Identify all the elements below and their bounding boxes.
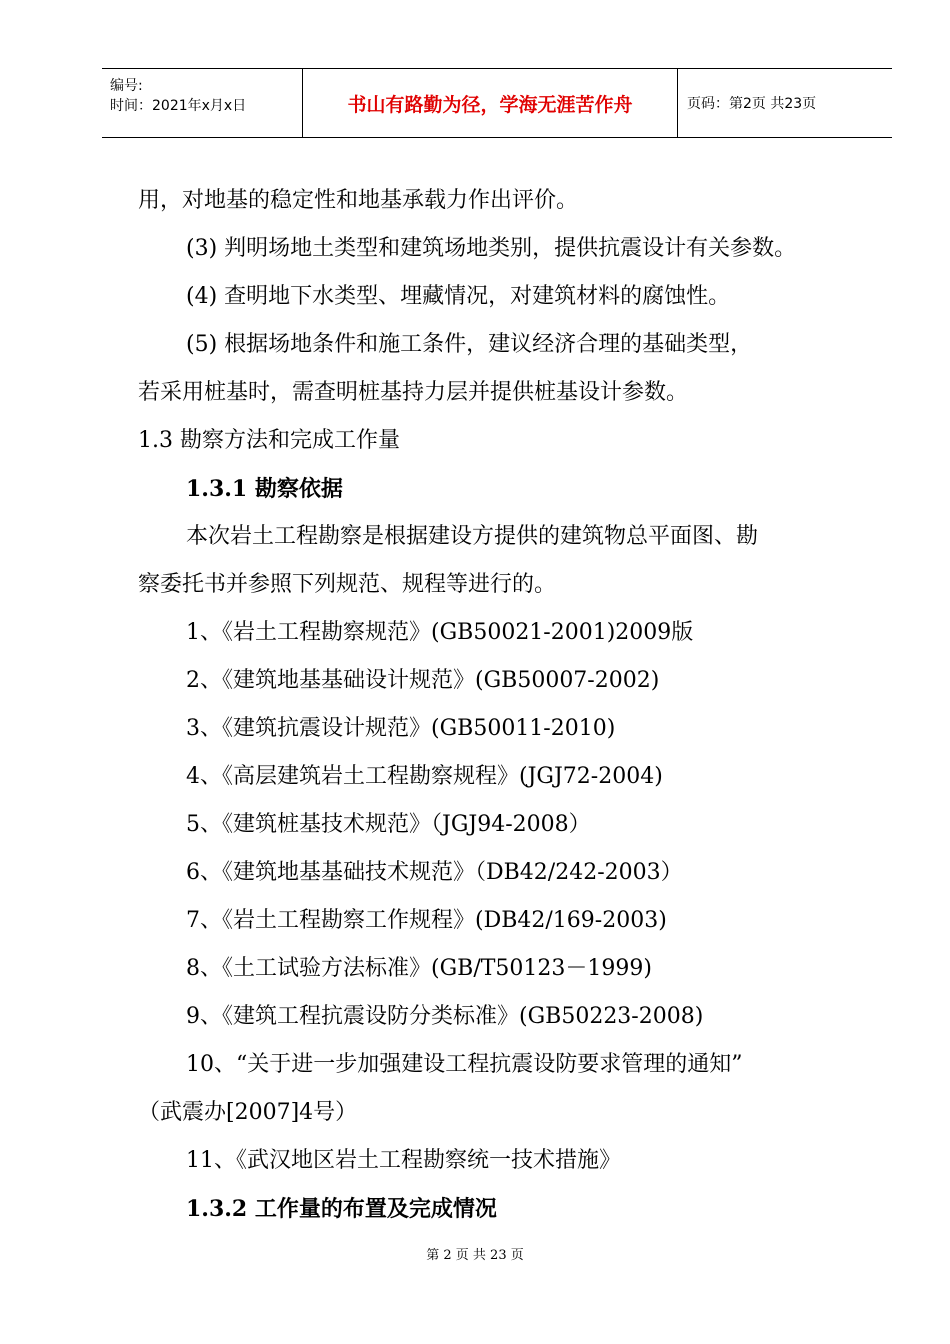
body-line: 本次岩土工程勘察是根据建设方提供的建筑物总平面图、勘	[186, 524, 759, 549]
body-line: 察委托书并参照下列规范、规程等进行的。	[138, 572, 557, 597]
subsection-heading: 1.3.1 勘察依据	[186, 476, 343, 502]
list-item: 4、《高层建筑岩土工程勘察规程》(JGJ72-2004)	[186, 764, 663, 789]
header-meta-cell	[102, 69, 303, 137]
body-line: 用，对地基的稳定性和地基承载力作出评价。	[138, 188, 579, 213]
header-motto: 书山有路勤为径，学海无涯苦作舟	[303, 69, 678, 137]
list-item: 6、《建筑地基基础技术规范》（DB42/242-2003）	[186, 860, 683, 885]
page-header	[102, 68, 892, 138]
list-item: 11、《武汉地区岩土工程勘察统一技术措施》	[186, 1148, 621, 1173]
page-footer: 第 2 页 共 23 页	[426, 1248, 524, 1263]
body-line: (4) 查明地下水类型、埋藏情况，对建筑材料的腐蚀性。	[186, 284, 731, 309]
list-item: 7、《岩土工程勘察工作规程》(DB42/169-2003)	[186, 908, 667, 933]
list-item: 1、《岩土工程勘察规范》(GB50021-2001)2009版	[186, 620, 694, 645]
list-item-continuation: （武震办[2007]4号）	[138, 1100, 358, 1125]
header-page-info: 页码：第2页 共23页	[687, 96, 817, 112]
list-item: 10、“关于进一步加强建设工程抗震设防要求管理的通知”	[186, 1052, 743, 1077]
body-line: 若采用桩基时，需查明桩基持力层并提供桩基设计参数。	[138, 380, 689, 405]
list-item: 5、《建筑桩基技术规范》（JGJ94-2008）	[186, 812, 591, 837]
body-line: (3) 判明场地土类型和建筑场地类别，提供抗震设计有关参数。	[186, 236, 797, 261]
code-label: 编号:	[110, 78, 143, 94]
list-item: 8、《土工试验方法标准》(GB/T50123－1999)	[186, 956, 652, 981]
subsection-heading: 1.3.2 工作量的布置及完成情况	[186, 1196, 497, 1222]
list-item: 9、《建筑工程抗震设防分类标准》(GB50223-2008)	[186, 1004, 704, 1029]
list-item: 2、《建筑地基基础设计规范》(GB50007-2002)	[186, 668, 660, 693]
body-line: (5) 根据场地条件和施工条件，建议经济合理的基础类型，	[186, 332, 753, 357]
list-item: 3、《建筑抗震设计规范》(GB50011-2010)	[186, 716, 616, 741]
section-heading: 1.3 勘察方法和完成工作量	[138, 428, 400, 453]
date-label: 时间：2021年x月x日	[110, 98, 247, 114]
